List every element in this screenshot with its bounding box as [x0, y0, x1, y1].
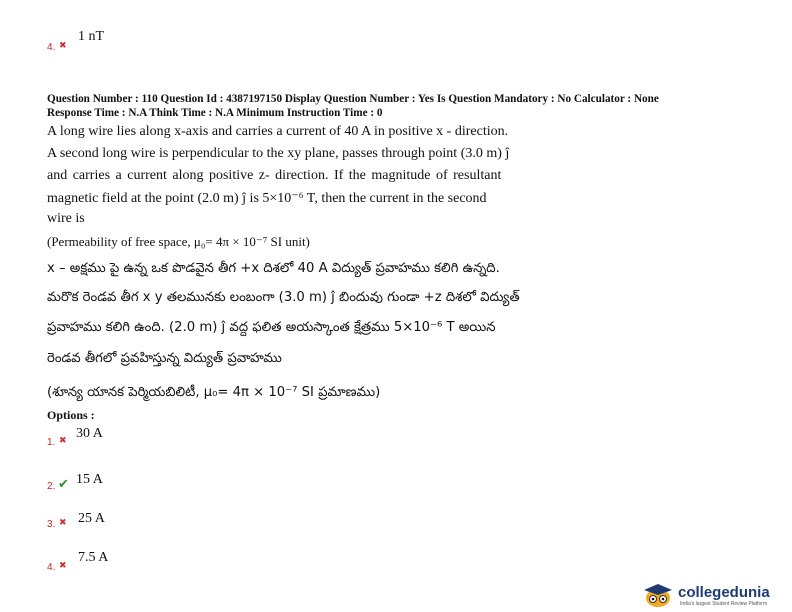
question-meta-line-2: Response Time : N.A Think Time : N.A Minimum Instruction Time : 0	[47, 107, 383, 119]
prev-option-text: 1 nT	[78, 29, 105, 44]
question-en-line-5: wire is	[47, 211, 85, 226]
correct-mark-icon: ✔	[58, 477, 69, 492]
collegedunia-logo	[640, 582, 780, 608]
option-3-number: 3.	[47, 519, 56, 530]
option-1-text: 30 A	[76, 426, 103, 441]
question-en-line-4: magnetic field at the point (2.0 m) ĵ is 5×10⁻⁶ T, then the current in the second	[47, 191, 487, 206]
permeability-note-te: (శూన్య యానక పెర్మియబిలిటీ, μ₀= 4π × 10⁻⁷ SI ప్రమాణము)	[47, 385, 381, 400]
question-meta-line-1: Question Number : 110 Question Id : 4387197150 Display Question Number : Yes Is Question Mandatory : No Calculator : None	[47, 93, 659, 105]
question-te-line-1: x – అక్షము పై ఉన్న ఒక పొడవైన తీగ +x దిశలో 40 A విద్యుత్ ప్రవాహము కలిగి ఉన్నది.	[47, 261, 500, 276]
mascot-icon	[640, 582, 676, 608]
option-2-number: 2.	[47, 481, 56, 492]
options-label: Options :	[47, 408, 95, 422]
wrong-mark-icon: ✖	[59, 518, 67, 528]
wrong-mark-icon: ✖	[59, 561, 67, 571]
option-4-number: 4.	[47, 562, 56, 573]
question-en-line-1: A long wire lies along x-axis and carries a current of 40 A in positive x - direction.	[47, 124, 509, 139]
question-te-line-4: రెండవ తీగలో ప్రవహిస్తున్న విద్యుత్ ప్రవాహము	[47, 351, 282, 366]
question-en-line-3: and carries a current along positive z- direction. If the magnitude of resultant	[47, 168, 502, 183]
logo-wordmark: collegedunia	[678, 584, 770, 601]
question-te-line-2: మరొక రెండవ తీగ x y తలమునకు లంబంగా (3.0 m) ĵ బిందువు గుండా +z దిశలో విద్యుత్	[47, 290, 520, 305]
wrong-mark-icon: ✖	[59, 41, 67, 51]
logo-tagline: India's largest Student Review Platform	[680, 601, 768, 607]
wrong-mark-icon: ✖	[59, 436, 67, 446]
option-2-text: 15 A	[76, 472, 103, 487]
option-4-text: 7.5 A	[78, 550, 109, 565]
option-3-text: 25 A	[78, 511, 105, 526]
prev-option-number: 4.	[47, 42, 56, 53]
permeability-note-en: (Permeability of free space, μ₀= 4π × 10⁻⁷ SI unit)	[47, 234, 310, 249]
question-te-line-3: ప్రవాహము కలిగి ఉంది. (2.0 m) ĵ వద్ద ఫలిత అయస్కాంత క్షేత్రము 5×10⁻⁶ T అయిన	[47, 320, 496, 335]
question-en-line-2: A second long wire is perpendicular to the xy plane, passes through point (3.0 m) ĵ	[47, 146, 510, 161]
option-1-number: 1.	[47, 437, 56, 448]
